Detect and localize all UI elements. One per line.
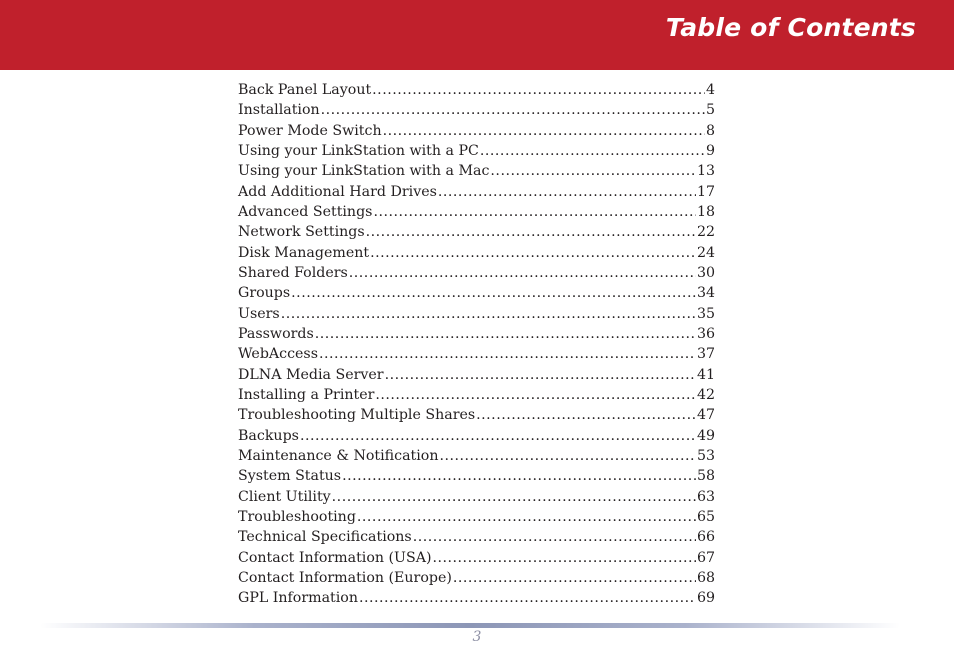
toc-entry[interactable]: [238, 468, 715, 488]
toc-entry-page: 69: [696, 590, 715, 607]
toc-dot-leader: [370, 245, 696, 261]
toc-entry[interactable]: [238, 184, 715, 204]
toc-entry-title: Add Additional Hard Drives: [238, 183, 437, 200]
toc-dot-leader: [342, 468, 696, 484]
toc-entry[interactable]: [238, 163, 715, 183]
toc-dot-leader: [372, 82, 705, 98]
toc-entry[interactable]: [238, 102, 715, 122]
toc-entry-title: WebAccess: [238, 346, 318, 363]
toc-dot-leader: [438, 184, 696, 200]
toc-entry[interactable]: [238, 204, 715, 224]
toc-entry-title: Disk Management: [238, 244, 370, 261]
toc-entry[interactable]: [238, 407, 715, 427]
toc-entry-page: 13: [696, 163, 715, 180]
toc-dot-leader: [359, 590, 696, 606]
toc-entry-page: 63: [696, 488, 715, 505]
toc-entry-page: 24: [696, 244, 715, 261]
toc-entry-title: Using your LinkStation with a PC: [238, 142, 479, 159]
toc-entry-title: Troubleshooting Multiple Shares: [238, 407, 476, 424]
toc-dot-leader: [315, 326, 696, 342]
toc-entry[interactable]: [238, 326, 715, 346]
toc-entry[interactable]: [238, 448, 715, 468]
toc-entry-page: 42: [696, 386, 715, 403]
toc-dot-leader: [433, 550, 696, 566]
toc-entry-page: 65: [696, 508, 715, 525]
toc-dot-leader: [319, 346, 696, 362]
toc-entry[interactable]: [238, 123, 715, 143]
toc-entry-page: 66: [696, 529, 715, 546]
toc-entry-title: Advanced Settings: [238, 203, 373, 220]
toc-entry-page: 17: [696, 183, 715, 200]
toc-entry-title: Passwords: [238, 325, 314, 342]
toc-entry[interactable]: [238, 224, 715, 244]
toc-entry-title: Installation: [238, 102, 320, 119]
toc-dot-leader: [332, 489, 696, 505]
toc-dot-leader: [366, 224, 696, 240]
toc-dot-leader: [490, 163, 696, 179]
toc-dot-leader: [453, 570, 696, 586]
toc-entry-page: 68: [696, 569, 715, 586]
toc-entry-page: 9: [705, 142, 715, 159]
toc-dot-leader: [373, 204, 696, 220]
toc-entry-title: Network Settings: [238, 224, 365, 241]
toc-entry-title: Shared Folders: [238, 264, 348, 281]
toc-entry-title: DLNA Media Server: [238, 366, 384, 383]
toc-entry-page: 8: [705, 122, 715, 139]
page-title: Table of Contents: [665, 13, 916, 42]
toc-dot-leader: [480, 143, 705, 159]
toc-entry-title: Installing a Printer: [238, 386, 375, 403]
toc-entry-page: 4: [705, 82, 715, 98]
toc-entry-title: Contact Information (Europe): [238, 569, 452, 586]
toc-entry-page: 41: [696, 366, 715, 383]
toc-entry-page: 49: [696, 427, 715, 444]
toc-entry-title: Groups: [238, 285, 291, 302]
toc-entry[interactable]: [238, 367, 715, 387]
toc-dot-leader: [439, 448, 695, 464]
toc-entry[interactable]: [238, 590, 715, 610]
toc-dot-leader: [385, 367, 696, 383]
toc-dot-leader: [321, 102, 705, 118]
toc-entry[interactable]: [238, 509, 715, 529]
toc-entry-page: 37: [696, 346, 715, 363]
toc-entry-title: Maintenance & Notification: [238, 447, 439, 464]
toc-entry-title: Client Utility: [238, 488, 331, 505]
toc-entry[interactable]: [238, 570, 715, 590]
toc-entry-page: 58: [696, 468, 715, 485]
toc-entry[interactable]: [238, 285, 715, 305]
table-of-contents: [238, 82, 715, 611]
toc-dot-leader: [291, 285, 696, 301]
toc-entry[interactable]: [238, 346, 715, 366]
toc-entry-title: System Status: [238, 468, 342, 485]
toc-entry-page: 5: [705, 102, 715, 119]
toc-entry-page: 36: [696, 325, 715, 342]
toc-entry[interactable]: [238, 428, 715, 448]
toc-entry-title: Contact Information (USA): [238, 549, 432, 566]
toc-entry[interactable]: [238, 82, 715, 102]
toc-entry-page: 18: [696, 203, 715, 220]
toc-entry-title: Using your LinkStation with a Mac: [238, 163, 490, 180]
toc-entry-title: GPL Information: [238, 590, 358, 607]
toc-dot-leader: [357, 509, 696, 525]
toc-entry-page: 47: [696, 407, 715, 424]
toc-entry-title: Power Mode Switch: [238, 122, 382, 139]
toc-dot-leader: [375, 387, 696, 403]
toc-entry-title: Backups: [238, 427, 299, 444]
toc-entry[interactable]: [238, 143, 715, 163]
header-bar: [0, 0, 954, 70]
toc-entry[interactable]: [238, 245, 715, 265]
toc-entry-page: 22: [696, 224, 715, 241]
toc-entry[interactable]: [238, 529, 715, 549]
toc-dot-leader: [349, 265, 696, 281]
toc-entry-title: Users: [238, 305, 280, 322]
toc-dot-leader: [383, 123, 705, 139]
toc-entry-title: Technical Specifications: [238, 529, 412, 546]
toc-entry[interactable]: [238, 489, 715, 509]
toc-dot-leader: [413, 529, 696, 545]
toc-entry-title: Troubleshooting: [238, 508, 356, 525]
toc-entry[interactable]: [238, 265, 715, 285]
toc-dot-leader: [281, 306, 696, 322]
toc-entry[interactable]: [238, 387, 715, 407]
toc-entry[interactable]: [238, 550, 715, 570]
toc-dot-leader: [476, 407, 696, 423]
toc-entry-page: 53: [696, 447, 715, 464]
toc-entry-page: 34: [696, 285, 715, 302]
page-number: 3: [472, 629, 482, 645]
footer-divider: [40, 623, 900, 628]
toc-entry-page: 35: [696, 305, 715, 322]
toc-dot-leader: [300, 428, 696, 444]
toc-entry-page: 67: [696, 549, 715, 566]
toc-entry-page: 30: [696, 264, 715, 281]
toc-entry[interactable]: [238, 306, 715, 326]
toc-entry-title: Back Panel Layout: [238, 82, 372, 98]
